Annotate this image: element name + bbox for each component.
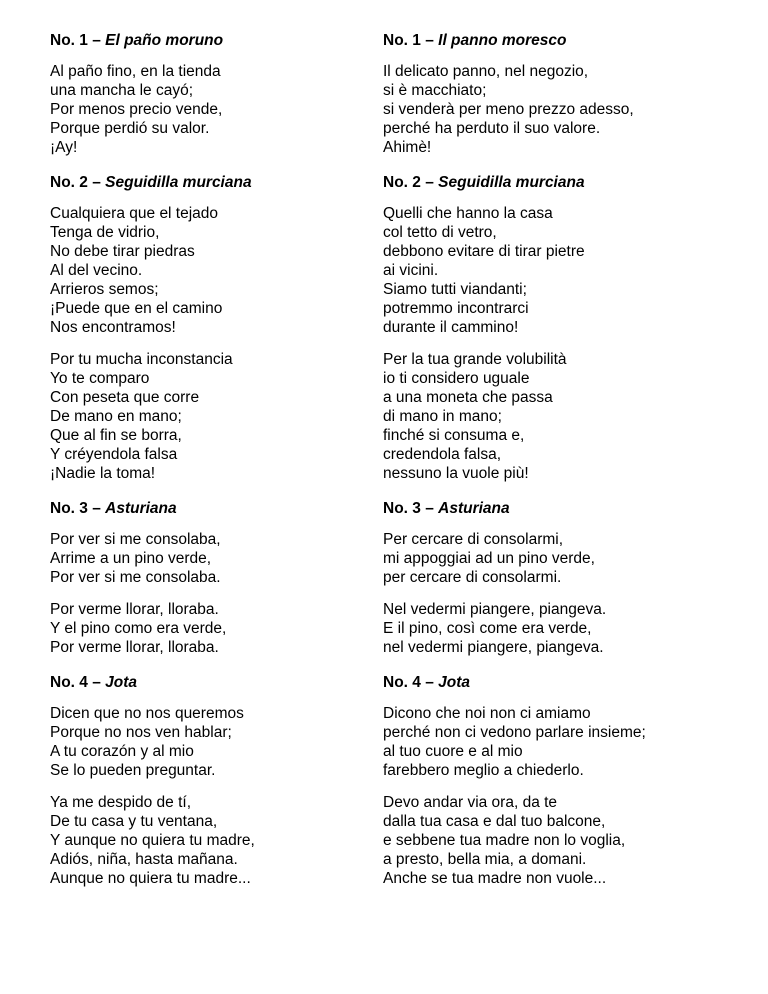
song-title: No. 1 – El paño moruno	[50, 32, 224, 49]
verse-line: Per cercare di consolarmi,	[383, 531, 564, 548]
verse-line: Por verme llorar, lloraba.	[50, 639, 219, 656]
verse-line: ¡Puede que en el camino	[50, 300, 223, 317]
verse-line: E il pino, così come era verde,	[383, 620, 592, 637]
verse-line: Y aunque no quiera tu madre,	[50, 832, 255, 849]
verse-line: durante il cammino!	[383, 319, 519, 336]
verse-line: No debe tirar piedras	[50, 243, 195, 260]
verse-line: debbono evitare di tirar pietre	[383, 243, 585, 260]
stanza	[383, 704, 743, 780]
verse-line: Al paño fino, en la tienda	[50, 63, 221, 80]
verse-line: Se lo pueden preguntar.	[50, 762, 216, 779]
verse-line: De tu casa y tu ventana,	[50, 813, 218, 830]
song-subtitle: El paño moruno	[105, 32, 224, 49]
song-title: No. 4 – Jota	[383, 674, 471, 691]
verse-line: dalla tua casa e dal tuo balcone,	[383, 813, 606, 830]
verse-line: e sebbene tua madre non lo voglia,	[383, 832, 626, 849]
verse-line: Per la tua grande volubilità	[383, 351, 567, 368]
verse-line: Dicen que no nos queremos	[50, 705, 244, 722]
song-subtitle: Jota	[438, 674, 471, 691]
italian-column	[383, 31, 743, 888]
verse-line: Por ver si me consolaba,	[50, 531, 221, 548]
verse-line: Y el pino como era verde,	[50, 620, 227, 637]
song-subtitle: Seguidilla murciana	[438, 174, 585, 191]
song-subtitle: Jota	[105, 674, 138, 691]
verse-line: Aunque no quiera tu madre...	[50, 870, 251, 887]
verse-line: Ahimè!	[383, 139, 432, 156]
verse-line: Nel vedermi piangere, piangeva.	[383, 601, 607, 618]
stanza	[50, 350, 370, 483]
stanza	[383, 62, 743, 157]
stanza	[50, 530, 370, 587]
stanza	[50, 704, 370, 780]
verse-line: potremmo incontrarci	[383, 300, 529, 317]
stanza	[50, 793, 370, 888]
verse-line: Al del vecino.	[50, 262, 143, 279]
verse-line: per cercare di consolarmi.	[383, 569, 562, 586]
verse-line: farebbero meglio a chiederlo.	[383, 762, 584, 779]
stanza	[383, 530, 743, 587]
verse-line: Tenga de vidrio,	[50, 224, 160, 241]
song-subtitle: Seguidilla murciana	[105, 174, 252, 191]
verse-line: De mano en mano;	[50, 408, 182, 425]
verse-line: al tuo cuore e al mio	[383, 743, 523, 760]
verse-line: ¡Nadie la toma!	[50, 465, 156, 482]
song-title: No. 3 – Asturiana	[383, 500, 510, 517]
verse-line: Anche se tua madre non vuole...	[383, 870, 607, 887]
verse-line: ¡Ay!	[50, 139, 78, 156]
verse-line: Por menos precio vende,	[50, 101, 223, 118]
verse-line: col tetto di vetro,	[383, 224, 497, 241]
verse-line: Por verme llorar, lloraba.	[50, 601, 219, 618]
verse-line: credendola falsa,	[383, 446, 502, 463]
stanza	[50, 204, 370, 337]
verse-line: nel vedermi piangere, piangeva.	[383, 639, 604, 656]
verse-line: Arrime a un pino verde,	[50, 550, 212, 567]
verse-line: nessuno la vuole più!	[383, 465, 529, 482]
verse-line: perché ha perduto il suo valore.	[383, 120, 601, 137]
song-subtitle: Il panno moresco	[438, 32, 567, 49]
song-title: No. 2 – Seguidilla murciana	[50, 174, 252, 191]
verse-line: si è macchiato;	[383, 82, 487, 99]
verse-line: Siamo tutti viandanti;	[383, 281, 527, 298]
verse-line: di mano in mano;	[383, 408, 502, 425]
verse-line: Por tu mucha inconstancia	[50, 351, 233, 368]
stanza	[50, 62, 370, 157]
stanza	[383, 793, 743, 888]
verse-line: si venderà per meno prezzo adesso,	[383, 101, 634, 118]
verse-line: Nos encontramos!	[50, 319, 176, 336]
song-title: No. 4 – Jota	[50, 674, 138, 691]
verse-line: Cualquiera que el tejado	[50, 205, 219, 222]
verse-line: Y créyendola falsa	[50, 446, 178, 463]
verse-line: Adiós, niña, hasta mañana.	[50, 851, 238, 868]
verse-line: Por ver si me consolaba.	[50, 569, 221, 586]
verse-line: Que al fin se borra,	[50, 427, 182, 444]
verse-line: ai vicini.	[383, 262, 439, 279]
stanza	[383, 204, 743, 337]
song-subtitle: Asturiana	[105, 500, 177, 517]
song-title: No. 2 – Seguidilla murciana	[383, 174, 585, 191]
song-title: No. 3 – Asturiana	[50, 500, 177, 517]
stanza	[383, 350, 743, 483]
song-subtitle: Asturiana	[438, 500, 510, 517]
stanza	[50, 600, 370, 657]
verse-line: a presto, bella mia, a domani.	[383, 851, 587, 868]
verse-line: Porque perdió su valor.	[50, 120, 210, 137]
verse-line: Con peseta que corre	[50, 389, 200, 406]
verse-line: a una moneta che passa	[383, 389, 553, 406]
verse-line: perché non ci vedono parlare insieme;	[383, 724, 646, 741]
verse-line: mi appoggiai ad un pino verde,	[383, 550, 595, 567]
verse-line: Il delicato panno, nel negozio,	[383, 63, 589, 80]
verse-line: A tu corazón y al mio	[50, 743, 194, 760]
verse-line: Dicono che noi non ci amiamo	[383, 705, 591, 722]
verse-line: io ti considero uguale	[383, 370, 530, 387]
verse-line: Quelli che hanno la casa	[383, 205, 553, 222]
verse-line: Porque no nos ven hablar;	[50, 724, 232, 741]
stanza	[383, 600, 743, 657]
song-title: No. 1 – Il panno moresco	[383, 32, 567, 49]
verse-line: Arrieros semos;	[50, 281, 159, 298]
spanish-column	[50, 31, 370, 888]
verse-line: Ya me despido de tí,	[50, 794, 192, 811]
verse-line: una mancha le cayó;	[50, 82, 194, 99]
verse-line: finché si consuma e,	[383, 427, 525, 444]
verse-line: Devo andar via ora, da te	[383, 794, 558, 811]
verse-line: Yo te comparo	[50, 370, 150, 387]
